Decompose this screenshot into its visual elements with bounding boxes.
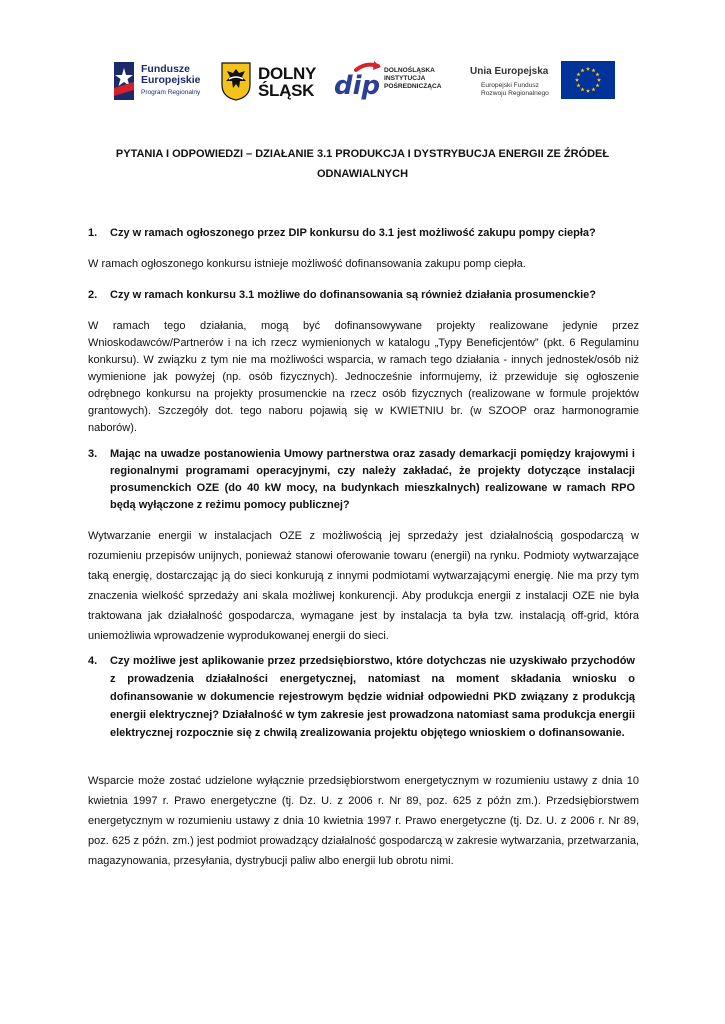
answer-2: W ramach tego działania, mogą być dofinansowywane projekty realizowane jedynie przez Wnioskodawców/Partnerów i na ich rzecz wymienionych w katalogu „Typy Beneficjentów” (pkt. 6 Regulaminu konkursu). W związku z tym nie ma możliwości wsparcia, w ramach tego działania - innych jednostek/osób niż wymienione jak powyżej (np. osób fizycznych). Jednocześnie informujemy, iż przewiduje się ogłoszenie odrębnego konkursu na projekty prosumenckie na rzecz osób fizycznych (realizowane w formule projektów grantowych). Szczegóły dot. tego naboru pojawią się w KWIETNIU br. (w SZOOP oraz harmonogramie naborów). bbox=[88, 320, 639, 434]
question-3 bbox=[88, 446, 635, 514]
document-title: PYTANIA I ODPOWIEDZI – DZIAŁANIE 3.1 PRODUKCJA I DYSTRYBUCJA ENERGII ZE ŹRÓDEŁ ODNAWIALNYCH bbox=[115, 148, 610, 180]
question-2 bbox=[88, 287, 635, 304]
fe-subtitle: Program Regionalny bbox=[141, 89, 201, 96]
dip-logo bbox=[332, 58, 457, 106]
fe-line2: Europejskie bbox=[141, 74, 201, 86]
question-number: 4. bbox=[88, 655, 98, 667]
answer-1: W ramach ogłoszonego konkursu istnieje możliwość dofinansowania zakupu pomp ciepła. bbox=[88, 258, 526, 270]
fe-line1: Fundusze bbox=[141, 63, 190, 75]
question-text: Czy w ramach ogłoszonego przez DIP konkursu do 3.1 jest możliwość zakupu pompy ciepła? bbox=[110, 227, 596, 239]
svg-text:dip: dip bbox=[334, 71, 381, 101]
logo-strip bbox=[110, 58, 615, 106]
ds-line1: DOLNY bbox=[258, 64, 317, 83]
fe-star-icon bbox=[110, 58, 136, 106]
ue-title: Unia Europejska bbox=[470, 66, 549, 77]
ue-sub1: Europejski Fundusz bbox=[481, 82, 539, 89]
answer-3: Wytwarzanie energii w instalacjach OZE z możliwością jej sprzedaży jest działalnością gospodarczą w rozumieniu przepisów unijnych, ponieważ stanowi oferowanie towaru (energii) na rynku. Podmioty wytwarzające taką energię, dostarczając ją do sieci konkurują z innymi podmiotami wytwarzającymi energię. Nie ma przy tym znaczenia wielkość sprzedaży ani skala możliwej konkurencji. Aby produkcja energii z instalacji OZE nie była traktowana jak działalność gospodarcza, wymagane jest by instalacja ta była tzw. instalacją off-grid, która uniemożliwia wprowadzenie wyprodukowanej energii do sieci. bbox=[88, 530, 639, 642]
question-text: Czy w ramach konkursu 3.1 możliwe do dofinansowania są również działania prosumenckie? bbox=[110, 289, 596, 301]
dip-line1: DOLNOŚLĄSKA bbox=[384, 67, 435, 74]
question-number: 1. bbox=[88, 227, 98, 239]
answer-4: Wsparcie może zostać udzielone wyłącznie przedsiębiorstwom energetycznym w rozumieniu ustawy z dnia 10 kwietnia 1997 r. Prawo energetyczne (tj. Dz. U. z 2006 r. Nr 89, poz. 625 z późn zm.). Przedsiębiorstwem energetycznym w rozumieniu ustawy z dnia 10 kwietnia 1997 r. Prawo energetyczne (tj. Dz. U. z 2006 r. Nr 89, poz. 625 z późn. zm.) jest podmiot prowadzący działalność gospodarczą w zakresie wytwarzania, przetwarzania, magazynowania, przesyłania, dystrybucji paliw albo energii lub obrotu nimi. bbox=[88, 775, 639, 867]
question-number: 2. bbox=[88, 289, 98, 301]
question-4 bbox=[88, 652, 635, 742]
question-text: Czy możliwe jest aplikowanie przez przedsiębiorstwo, które dotychczas nie uzyskiwało przychodów z prowadzenia działalności energetycznej, natomiast na moment składania wniosku o dofinansowanie w dokumencie rejestrowym będzie widniał odpowiedni PKD związany z produkcją energii elektrycznej? Działalność w tym zakresie jest prowadzona natomiast sama produkcja energii elektrycznej rozpocznie się z chwilą zrealizowania projektu objętego wnioskiem o dofinansowanie. bbox=[110, 655, 635, 739]
fundusze-europejskie-logo bbox=[110, 58, 220, 106]
dip-line2: INSTYTUCJA bbox=[384, 75, 426, 82]
ds-line2: ŚLĄSK bbox=[258, 81, 315, 100]
ue-sub2: Rozwoju Regionalnego bbox=[481, 90, 549, 97]
question-text: Mając na uwadze postanowienia Umowy partnerstwa oraz zasady demarkacji pomiędzy krajowymi i regionalnymi programami operacyjnymi, czy należy zakładać, że projekty dotyczące instalacji prosumenckich OZE (do 40 kW mocy, na budynkach mieszkalnych) realizowane w ramach RPO będą wyłączone z reżimu pomocy publicznej? bbox=[110, 448, 635, 511]
eu-flag-icon bbox=[561, 61, 615, 99]
question-number: 3. bbox=[88, 448, 98, 460]
dip-mark-icon bbox=[332, 60, 382, 104]
eagle-crest-icon bbox=[220, 61, 252, 101]
unia-europejska-logo bbox=[470, 58, 615, 106]
dolny-slask-logo bbox=[220, 58, 320, 106]
dip-line3: POŚREDNICZĄCA bbox=[384, 83, 442, 90]
question-1 bbox=[88, 225, 635, 242]
